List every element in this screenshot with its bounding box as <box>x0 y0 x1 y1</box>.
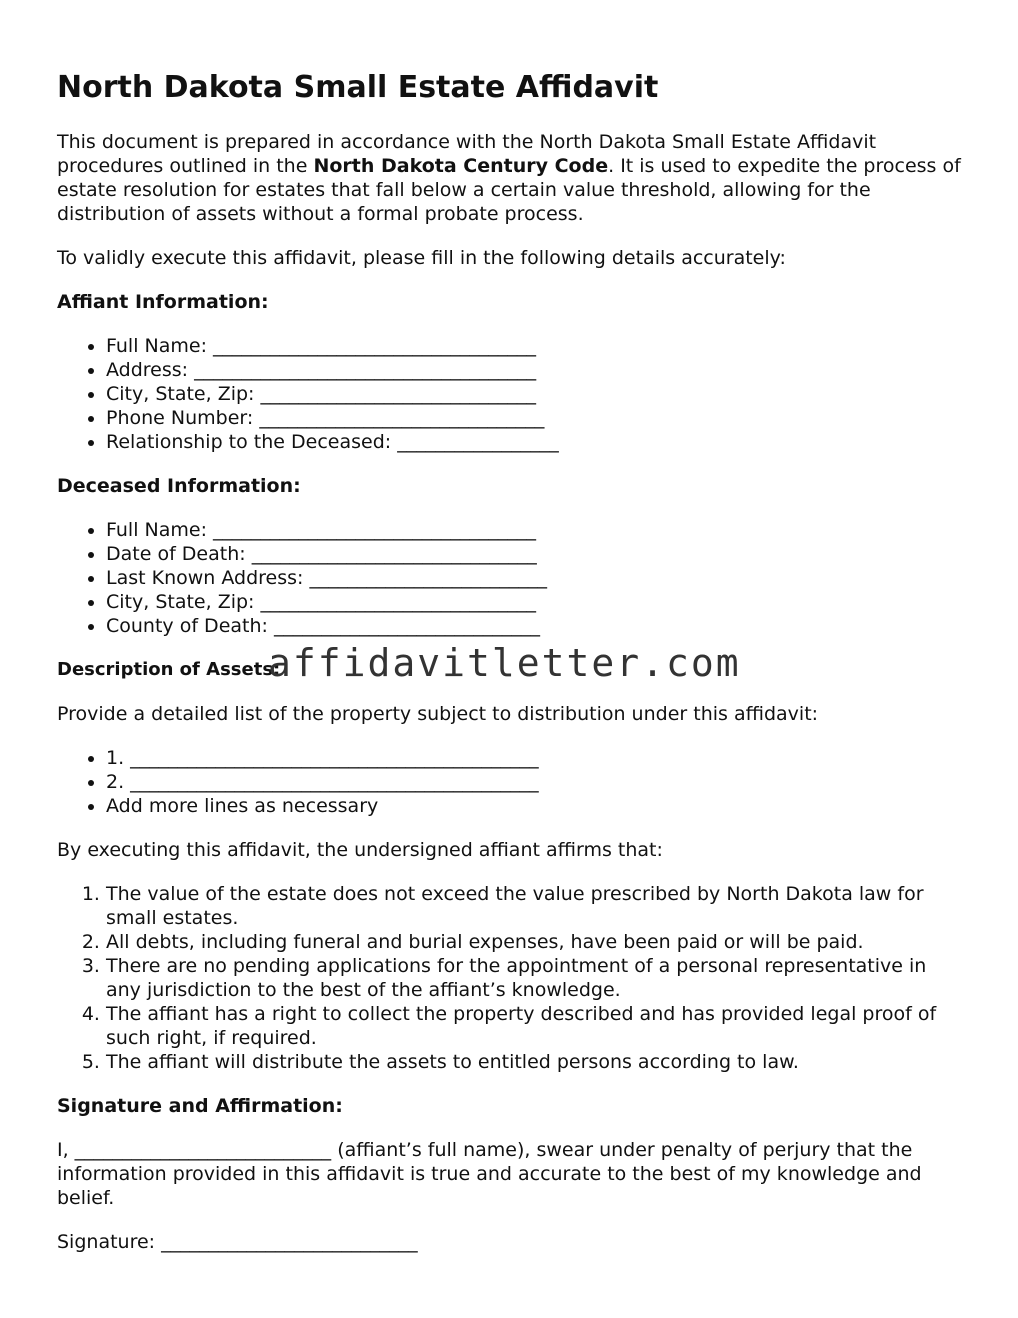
affiant-list <box>57 334 967 454</box>
affiant-full-name-field: • Full Name: __________________________________ <box>106 334 967 358</box>
affirm-item: 4. The affiant has a right to collect the property described and has provided legal proof of such right, if required. <box>106 1002 967 1050</box>
affirm-item: 5. The affiant will distribute the assets to entitled persons according to law. <box>106 1050 967 1074</box>
asset-line-2: • 2. ___________________________________________ <box>106 770 967 794</box>
intro-code-name: North Dakota Century Code <box>313 155 609 177</box>
assets-heading: Description of Assets: <box>57 659 281 680</box>
signature-heading: Signature and Affirmation: <box>57 1095 343 1117</box>
affirm-intro: By executing this affidavit, the undersigned affiant affirms that: <box>57 839 663 861</box>
deceased-full-name-field: • Full Name: __________________________________ <box>106 518 967 542</box>
asset-line-1: • 1. ___________________________________________ <box>106 746 967 770</box>
affirm-item: 1. The value of the estate does not exceed the value prescribed by North Dakota law for small estates. <box>106 882 967 930</box>
affirm-list <box>57 882 967 1074</box>
assets-intro: Provide a detailed list of the property subject to distribution under this affidavit: <box>57 703 819 725</box>
affiant-phone-field: • Phone Number: ______________________________ <box>106 406 967 430</box>
affiant-address-field: • Address: ____________________________________ <box>106 358 967 382</box>
deceased-heading: Deceased Information: <box>57 475 301 497</box>
deceased-list <box>57 518 967 638</box>
deceased-county-field: • County of Death: ____________________________ <box>106 614 967 638</box>
affirm-item: 2. All debts, including funeral and burial expenses, have been paid or will be paid. <box>106 930 967 954</box>
page-title: North Dakota Small Estate Affidavit <box>57 70 659 105</box>
oath-paragraph: I, ___________________________ (affiant’s full name), swear under penalty of perjury that the information provided in this affidavit is true and accurate to the best of my knowledge and belief. <box>57 1139 922 1209</box>
instruction-paragraph: To validly execute this affidavit, please fill in the following details accurately: <box>57 247 786 269</box>
deceased-city-field: • City, State, Zip: _____________________________ <box>106 590 967 614</box>
affiant-relationship-field: • Relationship to the Deceased: _________________ <box>106 430 967 454</box>
watermark: affidavitletter.com <box>268 641 741 685</box>
intro-paragraph <box>57 130 967 226</box>
asset-more-lines: • Add more lines as necessary <box>106 794 967 818</box>
intro-text-2: . It is used to expedite the process of estate resolution for estates that fall below a certain value threshold, allowing for the distribution of assets without a formal probate process. <box>57 155 961 225</box>
deceased-address-field: • Last Known Address: _________________________ <box>106 566 967 590</box>
deceased-date-field: • Date of Death: ______________________________ <box>106 542 967 566</box>
signature-line: Signature: ___________________________ <box>57 1231 418 1253</box>
affiant-city-field: • City, State, Zip: _____________________________ <box>106 382 967 406</box>
affirm-item: 3. There are no pending applications for the appointment of a personal representative in any jurisdiction to the best of the affiant’s knowledge. <box>106 954 967 1002</box>
assets-list <box>57 746 967 818</box>
intro-text-1: This document is prepared in accordance with the North Dakota Small Estate Affidavit procedures outlined in the <box>57 131 877 177</box>
affiant-heading: Affiant Information: <box>57 291 269 313</box>
